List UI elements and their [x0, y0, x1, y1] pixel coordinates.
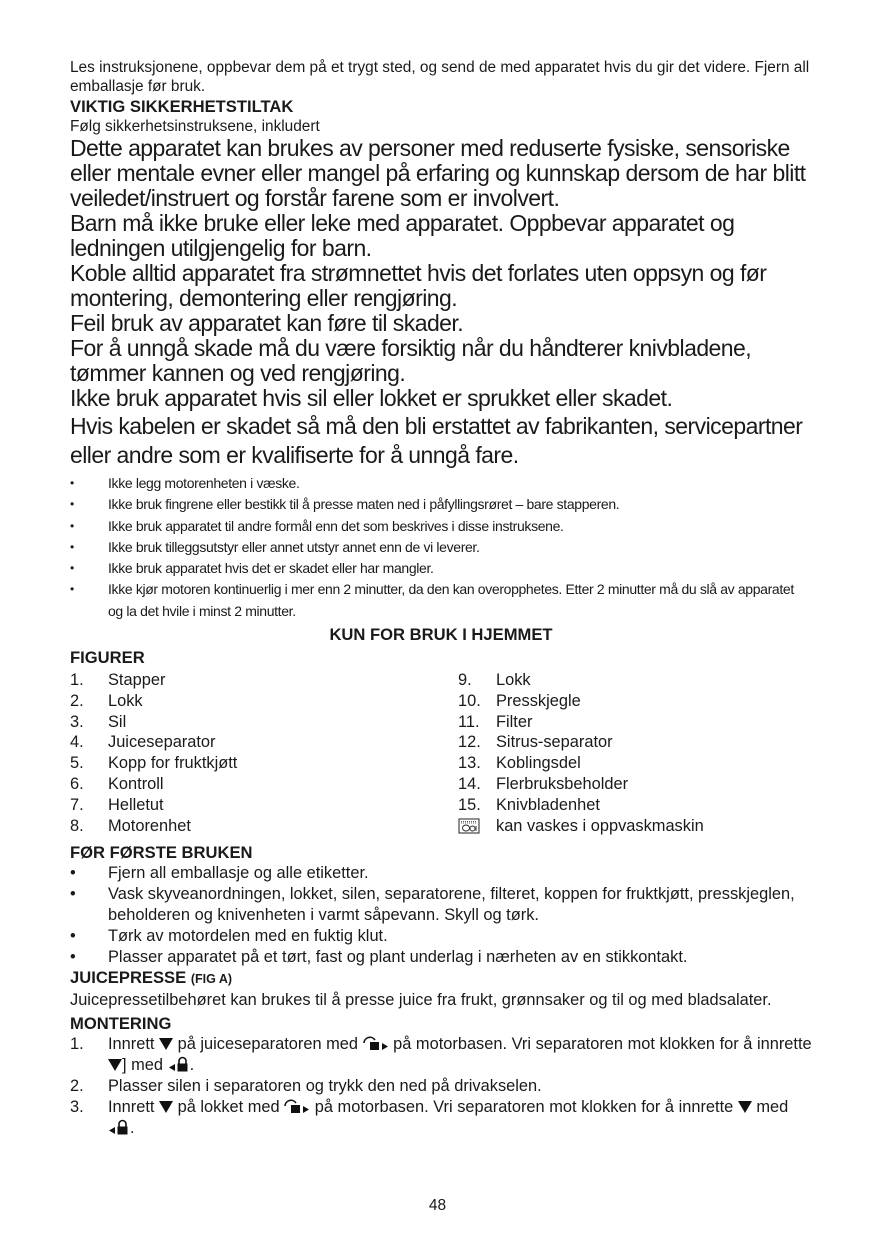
step-text: med: [756, 1097, 789, 1116]
unlock-icon: [284, 1098, 310, 1114]
step-number: 2.: [70, 1077, 84, 1096]
juice-press-heading: [70, 967, 812, 990]
item-label: Koblingsdel: [496, 754, 581, 773]
step-text: .: [189, 1056, 195, 1075]
intro-text: Les instruksjonene, oppbevar dem på et trygt sted, og send de med apparatet hvis du gir det videre. Fjern all emballasje før bruk.: [70, 59, 810, 95]
item-number: 10.: [458, 691, 481, 710]
unlock-icon: [363, 1035, 389, 1051]
dishwasher-icon: [458, 818, 480, 834]
item-label: Flerbruksbeholder: [496, 775, 629, 794]
item-number: 13.: [458, 754, 481, 773]
item-label: Motorenhet: [108, 816, 191, 835]
triangle-down-icon: [159, 1038, 173, 1051]
list-item: [458, 795, 812, 816]
page-number: 48: [428, 1197, 447, 1214]
step-text: på juiceseparatoren med: [177, 1035, 359, 1054]
list-item: [458, 691, 812, 712]
step-text: på motorbasen. Vri separatoren mot klokken for å innrette: [393, 1035, 812, 1054]
triangle-down-icon: [108, 1059, 122, 1072]
home-use-notice: KUN FOR BRUK I HJEMMET: [329, 625, 553, 645]
item-label: Presskjegle: [496, 691, 581, 710]
safety-heading: VIKTIG SIKKERHETSTILTAK: [70, 97, 294, 116]
item-label: kan vaskes i oppvaskmaskin: [496, 816, 704, 835]
step-text: på motorbasen. Vri separatoren mot klokken for å innrette: [314, 1097, 734, 1116]
item-label: Filter: [496, 712, 533, 731]
item-label: Sitrus-separator: [496, 733, 613, 752]
triangle-down-icon: [738, 1101, 752, 1114]
list-item: • Vask skyveanordningen, lokket, silen, separatorene, filteret, koppen for fruktkjøtt, presskjeglen, beholderen og knivenheten i varmt såpevann. Skyll og tørk.: [70, 884, 812, 926]
list-item: • Ikke bruk apparatet til andre formål enn det som beskrives i disse instruksene.: [70, 516, 812, 537]
list-item: • Tørk av motordelen med en fuktig klut.: [70, 926, 812, 947]
step-number: 1.: [70, 1035, 84, 1054]
safety-paragraph: For å unngå skade må du være forsiktig når du håndterer knivbladene, tømmer kannen og ved rengjøring.: [70, 335, 752, 386]
item-number: 14.: [458, 775, 481, 794]
step-text: ] med: [122, 1056, 163, 1075]
step-text: Plasser silen i separatoren og trykk den ned på drivakselen.: [108, 1077, 542, 1096]
item-label: Sil: [108, 712, 127, 731]
list-item: [458, 670, 812, 691]
list-item: [70, 753, 458, 774]
figures-list: [70, 670, 812, 836]
item-number: 2.: [70, 691, 84, 710]
list-item: [70, 732, 458, 753]
item-number: 6.: [70, 775, 84, 794]
item-label: Stapper: [108, 671, 166, 690]
item-number: 9.: [458, 671, 472, 690]
list-item: • Plasser apparatet på et tørt, fast og plant underlag i nærheten av en stikkontakt.: [70, 947, 812, 968]
list-item: [458, 712, 812, 733]
page-content: [70, 58, 812, 1138]
item-number: 12.: [458, 733, 481, 752]
list-item: [458, 753, 812, 774]
safety-bullet-list: [70, 473, 812, 622]
list-item: [70, 1097, 812, 1139]
item-label: Kontroll: [108, 775, 164, 794]
safety-paragraph: Dette apparatet kan brukes av personer med reduserte fysiske, sensoriske eller mentale evner eller mangel på erfaring og kunnskap dersom de har blitt veiledet/instruert og forstår farene som er involvert.: [70, 135, 806, 211]
dishwasher-icon-cell: [458, 816, 496, 837]
list-item: • Ikke bruk tilleggsutstyr eller annet utstyr annet enn de vi leverer.: [70, 537, 812, 558]
item-label: Lokk: [496, 671, 531, 690]
item-number: 7.: [70, 795, 84, 814]
item-number: 4.: [70, 733, 84, 752]
step-text: .: [130, 1118, 135, 1137]
item-number: 5.: [70, 754, 84, 773]
safety-paragraph: Hvis kabelen er skadet så må den bli erstattet av fabrikanten, servicepartner eller andre som er kvalifiserte for å unngå fare.: [70, 413, 803, 468]
item-number: 15.: [458, 795, 481, 814]
safety-paragraph: Barn må ikke bruke eller leke med apparatet. Oppbevar apparatet og ledningen utilgjengelig for barn.: [70, 210, 735, 261]
list-item: • Fjern all emballasje og alle etiketter.: [70, 863, 812, 884]
list-item: [458, 732, 812, 753]
first-use-heading: FØR FØRSTE BRUKEN: [70, 843, 253, 863]
assembly-steps: [70, 1034, 812, 1138]
lock-icon: [168, 1055, 190, 1072]
list-item: [458, 774, 812, 795]
safety-paragraph: Koble alltid apparatet fra strømnettet hvis det forlates uten oppsyn og før montering, demontering eller rengjøring.: [70, 260, 767, 311]
fig-reference: (FIG A): [190, 972, 233, 987]
item-label: Knivbladenhet: [496, 795, 600, 814]
first-use-bullet-list: [70, 863, 812, 967]
list-item: [70, 1034, 812, 1076]
list-item: [458, 816, 812, 837]
step-number: 3.: [70, 1097, 84, 1116]
list-item: • Ikke bruk fingrene eller bestikk til å presse maten ned i påfyllingsrøret – bare stapperen.: [70, 494, 812, 515]
item-number: 8.: [70, 816, 84, 835]
safety-paragraph: Ikke bruk apparatet hvis sil eller lokket er sprukket eller skadet.: [70, 385, 673, 411]
figures-column-right: [458, 670, 812, 836]
figures-column-left: [70, 670, 458, 836]
step-text: på lokket med: [177, 1097, 280, 1116]
figures-heading: FIGURER: [70, 648, 145, 668]
step-text: Innrett: [108, 1035, 155, 1054]
item-number: 3.: [70, 712, 84, 731]
list-item: [70, 816, 458, 837]
lock-icon: [108, 1118, 130, 1135]
item-label: Juiceseparator: [108, 733, 216, 752]
item-label: Lokk: [108, 691, 143, 710]
list-item: [70, 795, 458, 816]
item-label: Kopp for fruktkjøtt: [108, 754, 238, 773]
safety-subheading: Følg sikkerhetsinstruksene, inkludert: [70, 118, 320, 135]
step-text: Innrett: [108, 1097, 155, 1116]
list-item: [70, 774, 458, 795]
safety-paragraph: Feil bruk av apparatet kan føre til skader.: [70, 310, 464, 336]
triangle-down-icon: [159, 1101, 173, 1114]
item-number: 11.: [458, 712, 480, 731]
juice-press-text: Juicepressetilbehøret kan brukes til å presse juice fra frukt, grønnsaker og til og med bladsalater.: [70, 991, 772, 1010]
list-item: [70, 712, 458, 733]
item-label: Helletut: [108, 795, 164, 814]
list-item: • Ikke bruk apparatet hvis det er skadet eller har mangler.: [70, 558, 812, 579]
list-item: [70, 691, 458, 712]
list-item: • Ikke legg motorenheten i væske.: [70, 473, 812, 494]
item-number: 1.: [70, 671, 84, 690]
list-item: [70, 670, 458, 691]
list-item: [70, 1076, 812, 1097]
list-item: • Ikke kjør motoren kontinuerlig i mer enn 2 minutter, da den kan overopphetes. Etter 2 minutter må du slå av apparatet og la det hvile i minst 2 minutter.: [70, 579, 812, 622]
assembly-heading: MONTERING: [70, 1014, 172, 1034]
juice-press-title: JUICEPRESSE: [70, 968, 187, 988]
